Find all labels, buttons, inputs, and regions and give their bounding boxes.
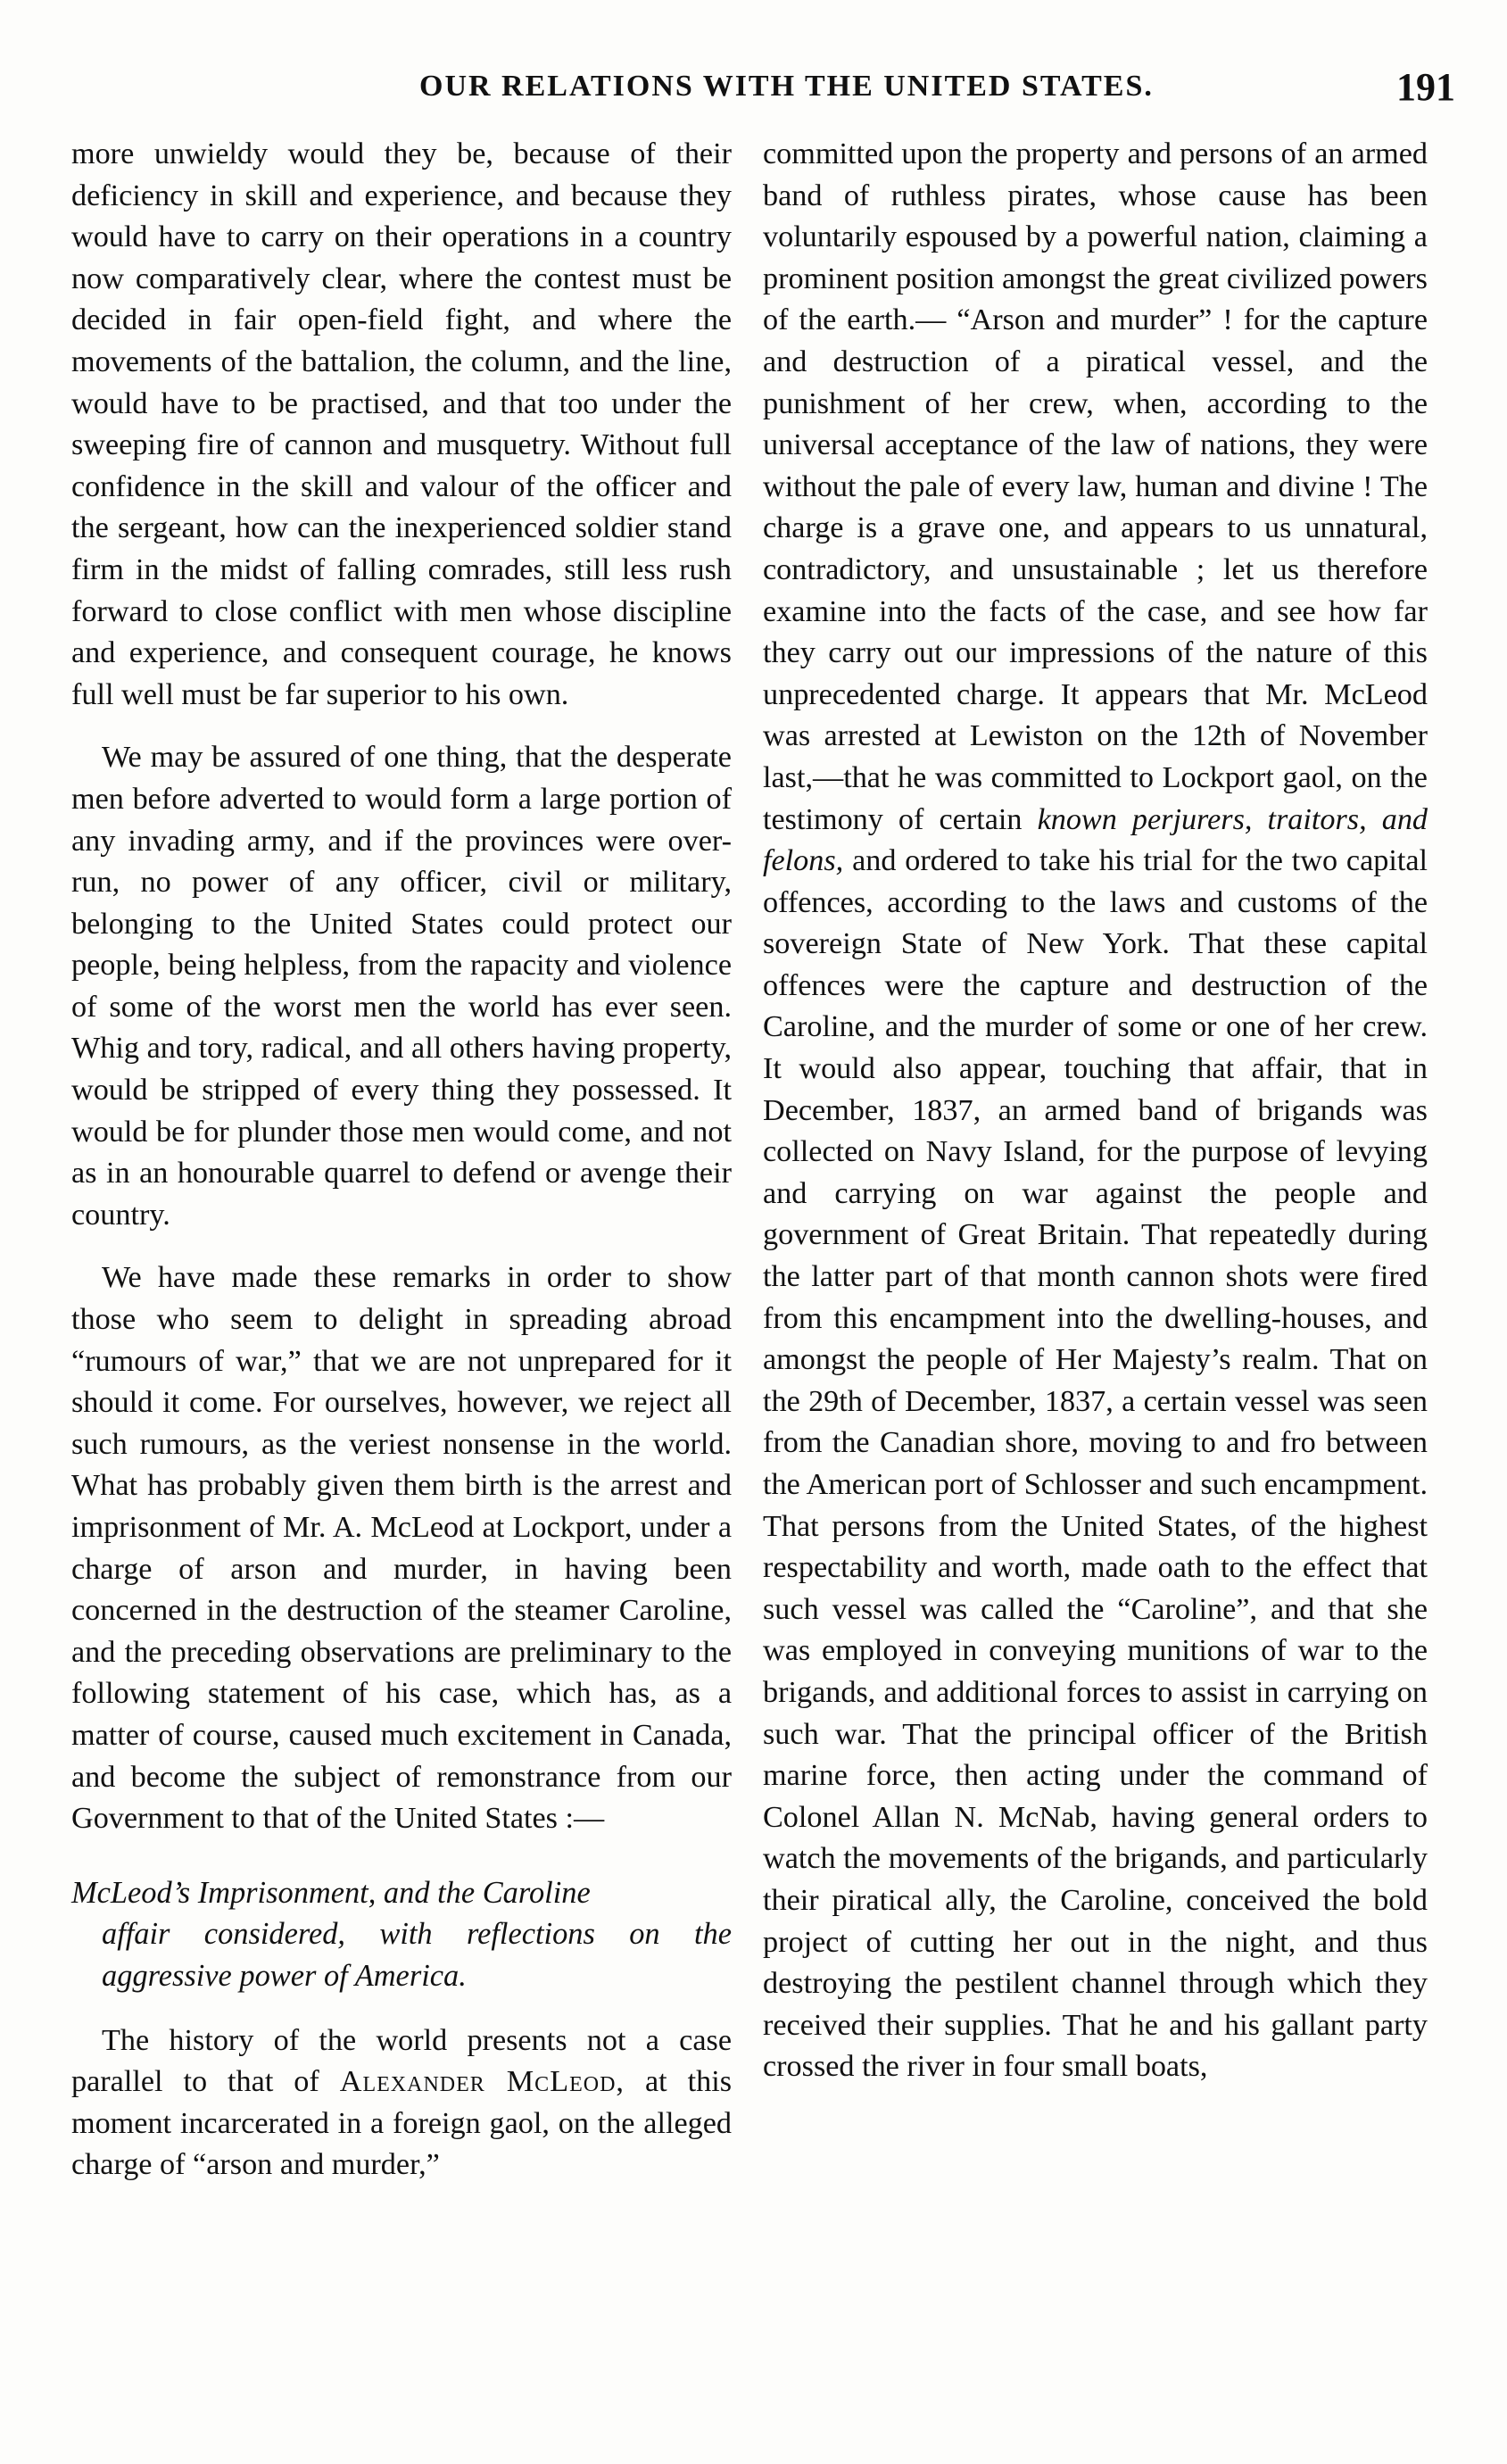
section-heading (71, 1872, 732, 1997)
text-run: The history of the world presents not a case parallel to that of (71, 2023, 732, 2099)
running-title: OUR RELATIONS WITH THE UNITED STATES. (419, 70, 1154, 103)
text-run: committed upon the property and persons of an armed band of ruthless pirates, whose cause has been voluntarily espoused by a powerful nation, claiming a prominent position amongst the great civilized powers of the earth.— “Arson and murder” ! for the capture and destruction of a piratical vessel, and the punishment of her crew, when, according to the universal acceptance of the law of nations, they were without the pale of every law, human and divine ! The charge is a grave one, and appears to us unnatural, contradictory, and unsustainable ; let us therefore examine into the facts of the case, and see how far they carry out our impressions of the nature of this unprecedented charge. It appears that Mr. McLeod was arrested at Lewiston on the 12th of November last,—that he was committed to Lockport gaol, on the testimony of certain (763, 137, 1428, 836)
section-heading-line: McLeod’s Imprisonment, and the Caroline (71, 1875, 591, 1910)
text-run: and ordered to take his trial for the two capital offences, according to the laws and customs of the sovereign State of New York. That these capital offences were the capture and destruction of the Caroline, and the murder of some or one of her crew. It would also appear, touching that affair, that in December, 1837, an armed band of brigands was collected on Navy Island, for the purpose of levying and carrying on war against the people and government of Great Britain. That repeatedly during the latter part of that month cannon shots were fired from this encampment into the dwelling-houses, and amongst the people of Her Majesty’s realm. That on the 29th of December, 1837, a certain vessel was seen from the Canadian shore, moving to and fro between the American port of Schlosser and such encampment. That persons from the United States, of the highest respectability and worth, made oath to the effect that such vessel was called the “Caroline”, and that she was employed in conveying munitions of war to the brigands, and additional forces to assist in carrying on such war. That the principal officer of the British marine force, then acting under the command of Colonel Allan N. McNab, having general orders to watch the movements of the brigands, and particularly their piratical ally, the Caroline, conceived the bold project of cutting her out in the night, and thus destroying the pestilent channel through which they received their supplies. That he and his gallant party crossed the river in four small boats, (763, 844, 1428, 2084)
text-run: at this moment incarcerated in a foreign gaol, on the alleged charge of “arson and murder,” (71, 2065, 733, 2182)
running-head (0, 65, 1507, 123)
right-column (763, 134, 1428, 2088)
paragraph (71, 2020, 732, 2186)
italic-text: known perjurers, traitors, and felons, (763, 802, 1428, 878)
paragraph: We may be assured of one thing, that the desperate men before adverted to would form a large portion of any invading army, and if the provinces were over-run, no power of any officer, civil or military, belonging to the United States could protect our people, being helpless, from the rapacity and violence of some of the worst men the world has ever seen. Whig and tory, radical, and all others having property, would be stripped of every thing they possessed. It would be for plunder those men would come, and not as in an honourable quarrel to defend or avenge their country. (71, 741, 732, 1232)
paragraph (763, 134, 1428, 2088)
paragraph: more unwieldy would they be, because of their deficiency in skill and experience, and because they would have to carry on their operations in a country now comparatively clear, where the contest must be decided in fair open-field fight, and where the movements of the battalion, the column, and the line, would have to be practised, and that too under the sweeping fire of cannon and musquetry. Without full confidence in the skill and valour of the officer and the sergeant, how can the inexperienced soldier stand firm in the midst of falling comrades, still less rush forward to close conflict with men whose discipline and experience, and consequent courage, he knows full well must be far superior to his own. (71, 137, 732, 711)
person-name: Alexander McLeod, (339, 2065, 625, 2099)
section-heading-line: affair considered, with reflections on the aggressive power of America. (102, 1917, 732, 1993)
page-number: 191 (1396, 65, 1455, 109)
paragraph: We have made these remarks in order to show those who seem to delight in spreading abroad “rumours of war,” that we are not unprepared for it should it come. For ourselves, however, we reject all such rumours, as the veriest nonsense in the world. What has probably given them birth is the arrest and imprisonment of Mr. A. McLeod at Lockport, under a charge of arson and murder, in having been concerned in the destruction of the steamer Caroline, and the preceding observations are preliminary to the following statement of his case, which has, as a matter of course, caused much excitement in Canada, and become the subject of remonstrance from our Government to that of the United States :— (71, 1261, 732, 1836)
left-column (71, 134, 732, 2186)
